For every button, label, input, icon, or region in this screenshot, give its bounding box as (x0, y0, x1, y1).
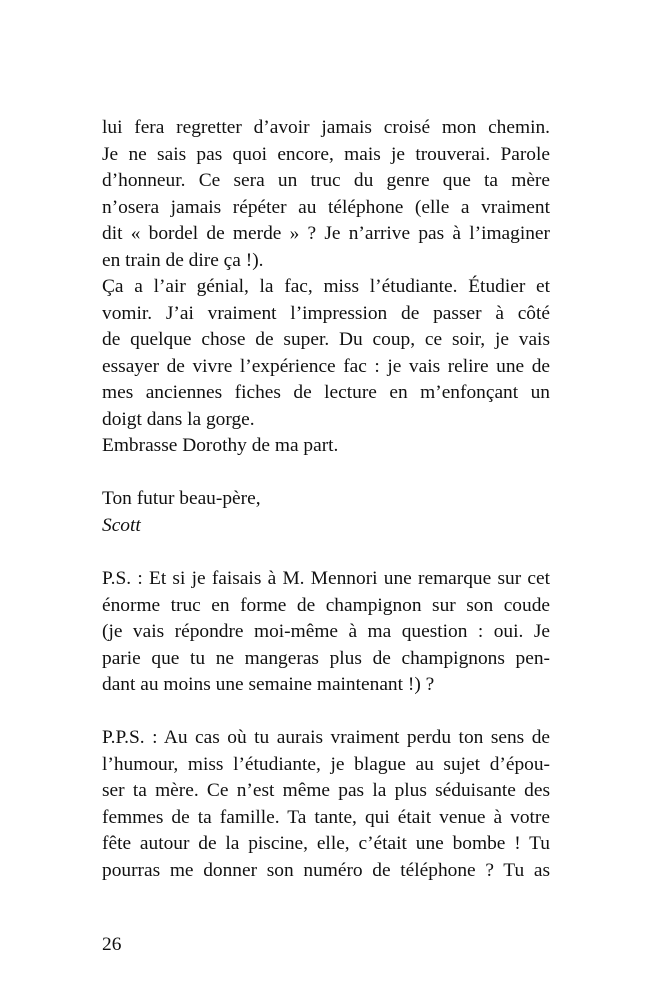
page-number: 26 (102, 934, 122, 955)
pps-line: pourras me donner son numéro de téléphone ? Tu as (102, 859, 550, 881)
body-line: mes anciennes fiches de lecture en m’enfonçant un (102, 382, 550, 403)
pps-line: ser ta mère. Ce n’est même pas la plus séduisante des (102, 780, 550, 801)
body-line: essayer de vivre l’expérience fac : je vais relire une de (102, 355, 550, 377)
signature: Scott (102, 514, 141, 536)
body-line: d’honneur. Ce sera un truc du genre que ta mère (102, 170, 550, 191)
body-line: doigt dans la gorge. (102, 408, 255, 430)
letter-closing (102, 486, 550, 539)
postscript (102, 566, 550, 699)
pps-line: femmes de ta famille. Ta tante, qui était venue à votre (102, 806, 550, 828)
pps-line: fête autour de la piscine, elle, c’était une bombe ! Tu (102, 833, 550, 854)
body-line: Embrasse Dorothy de ma part. (102, 435, 339, 456)
body-line: vomir. J’ai vraiment l’impression de passer à côté (102, 302, 550, 324)
body-line: de quelque chose de super. Du coup, ce soir, je vais (102, 329, 550, 350)
post-postscript (102, 725, 550, 884)
letter-body (102, 115, 550, 460)
ps-line: énorme truc en forme de champignon sur son coude (102, 594, 550, 616)
body-line: Je ne sais pas quoi encore, mais je trouverai. Parole (102, 143, 550, 165)
ps-line: P.S. : Et si je faisais à M. Mennori une remarque sur cet (102, 568, 550, 589)
ps-line: dant au moins une semaine maintenant !) ? (102, 674, 435, 695)
body-line: lui fera regretter d’avoir jamais croisé mon chemin. (102, 117, 550, 138)
body-line: en train de dire ça !). (102, 249, 264, 271)
body-line: dit « bordel de merde » ? Je n’arrive pas à l’imaginer (102, 223, 550, 244)
ps-line: (je vais répondre moi-même à ma question : oui. Je (102, 621, 550, 642)
pps-line: l’humour, miss l’étudiante, je blague au sujet d’épou- (102, 753, 550, 775)
pps-line: P.P.S. : Au cas où tu aurais vraiment perdu ton sens de (102, 727, 550, 748)
ps-line: parie que tu ne mangeras plus de champignons pen- (102, 647, 550, 669)
closing-line: Ton futur beau-père, (102, 488, 261, 509)
body-line: Ça a l’air génial, la fac, miss l’étudiante. Étudier et (102, 276, 550, 297)
body-line: n’osera jamais répéter au téléphone (elle a vraiment (102, 196, 550, 218)
